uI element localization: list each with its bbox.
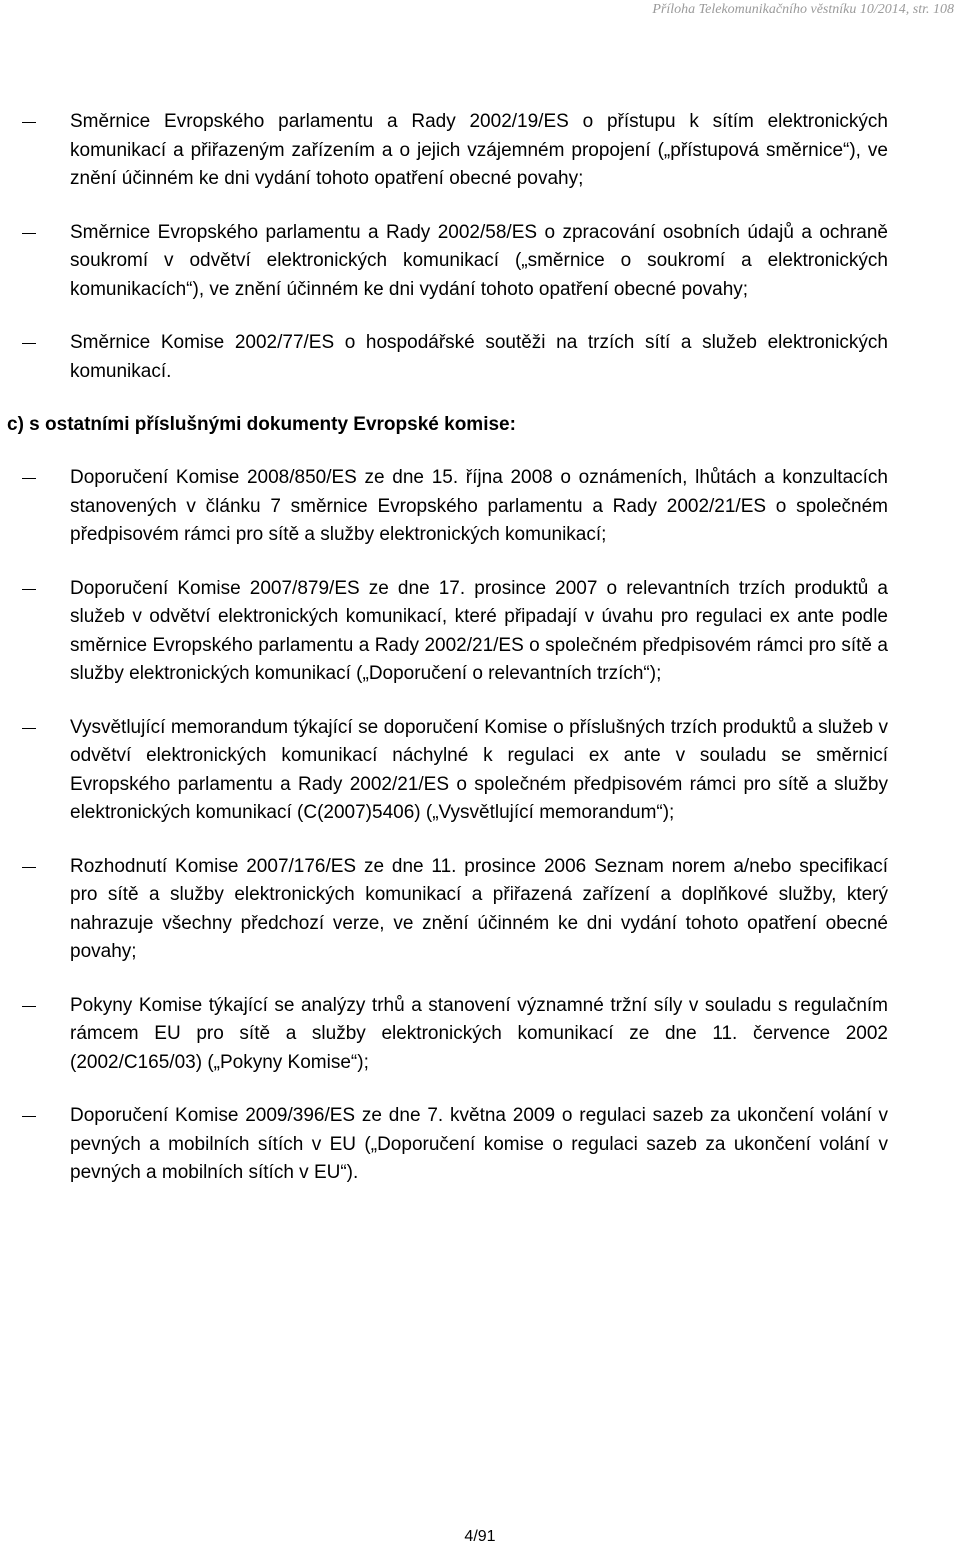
list-item-text: Doporučení Komise 2009/396/ES ze dne 7. května 2009 o regulaci sazeb za ukončení volání v pevných a mobilních sítích v EU („Doporučení komise o regulaci sazeb za ukončení volání v pevných a mobilních sítích v EU“).	[70, 1105, 888, 1183]
list-item-text: Směrnice Komise 2002/77/ES o hospodářské soutěži na trzích sítí a služeb elektronických komunikací.	[70, 332, 888, 382]
list-item	[0, 992, 888, 1078]
dash-bullet-icon	[22, 728, 36, 729]
commission-documents-list	[0, 464, 960, 1188]
section-heading: c) s ostatními příslušnými dokumenty Evropské komise:	[7, 414, 516, 435]
list-item	[0, 853, 888, 967]
list-item-text: Doporučení Komise 2007/879/ES ze dne 17. prosince 2007 o relevantních trzích produktů a služeb v odvětví elektronických komunikací, které připadají v úvahu pro regulaci ex ante podle směrnice Evropského parlamentu a Rady 2002/21/ES o společném předpisovém rámci pro sítě a služby elektronických komunikací („Doporučení o relevantních trzích“);	[70, 577, 888, 684]
running-header: Příloha Telekomunikačního věstníku 10/2014, str. 108	[652, 2, 954, 17]
list-item	[0, 219, 888, 305]
list-item-text: Rozhodnutí Komise 2007/176/ES ze dne 11. prosince 2006 Seznam norem a/nebo specifikací pro sítě a služby elektronických komunikací a přiřazená zařízení a doplňkové služby, který nahrazuje všechny předchozí verze, ve znění účinném ke dni vydání tohoto opatření obecné povahy;	[70, 855, 888, 962]
list-item-text: Vysvětlující memorandum týkající se doporučení Komise o příslušných trzích produktů a služeb v odvětví elektronických komunikací náchylné k regulaci ex ante v souladu se směrnicí Evropského parlamentu a Rady 2002/21/ES o společném předpisovém rámci pro sítě a služby elektronických komunikací (C(2007)5406) („Vysvětlující memorandum“);	[70, 716, 888, 823]
directive-list	[0, 108, 960, 386]
list-item	[0, 464, 888, 550]
dash-bullet-icon	[22, 343, 36, 344]
dash-bullet-icon	[22, 122, 36, 123]
dash-bullet-icon	[22, 589, 36, 590]
dash-bullet-icon	[22, 1116, 36, 1117]
list-item	[0, 108, 888, 194]
list-item-text: Pokyny Komise týkající se analýzy trhů a stanovení významné tržní síly v souladu s regulačním rámcem EU pro sítě a služby elektronických komunikací ze dne 11. července 2002 (2002/C165/03) („Pokyny Komise“);	[70, 994, 888, 1073]
dash-bullet-icon	[22, 233, 36, 234]
list-item	[0, 329, 888, 386]
list-item-text: Směrnice Evropského parlamentu a Rady 2002/58/ES o zpracování osobních údajů a ochraně soukromí v odvětví elektronických komunikací („směrnice o soukromí a elektronických komunikacích“), ve znění účinném ke dni vydání tohoto opatření obecné povahy;	[70, 221, 888, 300]
dash-bullet-icon	[22, 1006, 36, 1007]
page-number: 4/91	[464, 1528, 496, 1545]
list-item-text: Směrnice Evropského parlamentu a Rady 2002/19/ES o přístupu k sítím elektronických komunikací a přiřazeným zařízením a o jejich vzájemném propojení („přístupová směrnice“), ve znění účinném ke dni vydání tohoto opatření obecné povahy;	[70, 111, 888, 189]
dash-bullet-icon	[22, 478, 36, 479]
list-item	[0, 575, 888, 689]
document-body	[0, 108, 960, 1213]
dash-bullet-icon	[22, 867, 36, 868]
list-item-text: Doporučení Komise 2008/850/ES ze dne 15. října 2008 o oznámeních, lhůtách a konzultacích stanovených v článku 7 směrnice Evropského parlamentu a Rady 2002/21/ES o společném předpisovém rámci pro sítě a služby elektronických komunikací;	[70, 467, 888, 545]
list-item	[0, 1102, 888, 1188]
list-item	[0, 714, 888, 828]
